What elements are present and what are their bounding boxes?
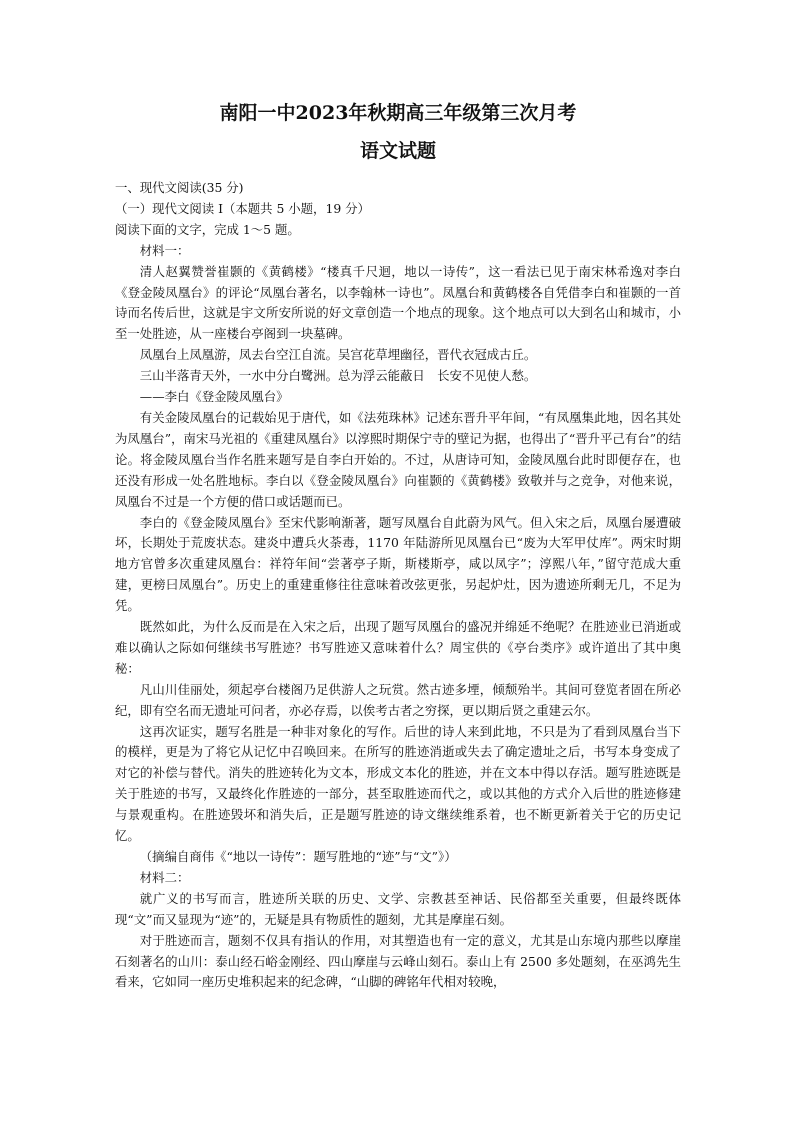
material1-paragraph: 既然如此，为什么反而是在入宋之后，出现了题写凤凰台的盛况并绵延不绝呢？在胜迹业已消逝或难以确认之际如何继续书写胜迹？书写胜迹又意味着什么？周宝供的《亭台类序》或许道出了其中奥秘： [115, 619, 681, 676]
material1-label: 材料一： [139, 242, 190, 258]
material1-paragraph: 李白的《登金陵凤凰台》至宋代影响渐著，题写凤凰台自此蔚为风气。但入宋之后，凤凰台屡遭破坏，长期处于荒废状态。建炎中遭兵火荼毒，1170 年陆游所见凤凰台已“废为大军甲仗库”。两宋时期地方官曾多次重建凤凰台：祥符年间“尝著亭子斯，斯楼斯亭，咸以凤字”；淳熙八年，”留守范成大重建，更榜曰凤凰台”。历史上的重建重修往往意味着改弦更张，另起炉灶，因为遗迹所剩无几，不足为凭。 [115, 514, 681, 614]
material2-paragraph: 就广义的书写而言，胜迹所关联的历史、文学、宗教甚至神话、民俗都至关重要，但最终既体现“文”而又显现为“迹”的，无疑是具有物质性的题刻，尤其是摩崖石刻。 [115, 890, 681, 927]
section-instruction: 阅读下面的文字，完成 1～5 题。 [115, 221, 300, 237]
exam-title: 南阳一中2023年秋期高三年级第三次月考 [219, 102, 577, 124]
section-sub-heading: （一）现代文阅读 I（本题共 5 小题，19 分） [115, 200, 370, 216]
poem-source: ——李白《登金陵凤凰台》 [139, 389, 289, 405]
material1-paragraph: 有关金陵凤凰台的记载始见于唐代，如《法苑珠林》记述东晋升平年间，“有凤凰集此地，因名其处为凤凰台”，南宋马光祖的《重建凤凰台》以淳熙时期保宁寺的壁记为据，也得出了“晋升平己有台”的结论。将金陵凤凰台当作名胜来题写是自李白开始的。不过，从唐诗可知，金陵凤凰台此时即便存在，也还没有形成一处名胜地标。李白以《登金陵凤凰台》向崔颢的《黄鹤楼》致敬并与之竞争，对他来说，凤凰台不过是一个方便的借口或话题而已。 [115, 409, 681, 509]
material1-source: （摘编自商伟《“地以一诗传”：题写胜地的“迹”与“文”》） [139, 849, 457, 864]
poem-line-2: 三山半落青天外，一水中分白鹭洲。总为浮云能蔽日 长安不见使人愁。 [139, 368, 537, 384]
material2-paragraph: 对于胜迹而言，题刻不仅具有指认的作用，对其塑造也有一定的意义，尤其是山东境内那些以摩崖石刻著名的山川：泰山经石峪金刚经、四山摩崖与云峰山刻石。泰山上有 2500 多处题刻，在巫鸿先生看来，它如同一座历史堆积起来的纪念碑，“山脚的碑铭年代相对较晚， [115, 932, 681, 990]
quotation-paragraph: 凡山川佳丽处，须起亭台楼阁乃足供游人之玩赏。然古迹多堙，倾颓殆半。其间可登览者固在所必纪，即有空名而无遗址可问者，亦必存焉，以俟考古者之穷探，更以期后贤之重建云尔。 [115, 681, 681, 718]
material1-paragraph: 清人赵翼赞誉崔颢的《黄鹤楼》“楼真千尺迴，地以一诗传”，这一看法已见于南宋林希逸对李白《登金陵凤凰台》的评论“凤凰台著名，以李翰林一诗也”。凤凰台和黄鹤楼各自凭借李白和崔颢的一首诗而名传后世，这就是宇文所安所说的好文章创造一个地点的现象。这个地点可以大到名山和城市，小至一处胜迹，从一座楼台亭阁到一块墓碑。 [115, 263, 681, 342]
exam-subtitle: 语文试题 [359, 140, 436, 162]
poem-line-1: 凤凰台上凤凰游，凤去台空江自流。吴宫花草埋幽径，晋代衣冠成古丘。 [139, 347, 537, 363]
material1-paragraph: 这再次证实，题写名胜是一种非对象化的写作。后世的诗人来到此地，不只是为了看到凤凰台当下的模样，更是为了将它从记忆中召唤回来。在所写的胜迹消逝或失去了确定遗址之后，书写本身变成了对它的补偿与替代。消失的胜迹转化为文本，形成文本化的胜迹，并在文本中得以存活。题写胜迹既是关于胜迹的书写，又最终化作胜迹的一部分，甚至取胜迹而代之，或以其他的方式介入后世的胜迹修建与景观重构。在胜迹毁坏和消失后，正是题写胜迹的诗文继续维系着，也不断更新着关于它的历史记忆。 [115, 723, 681, 844]
section-heading: 一、现代文阅读(35 分) [115, 180, 244, 195]
material2-label: 材料二： [139, 869, 190, 885]
